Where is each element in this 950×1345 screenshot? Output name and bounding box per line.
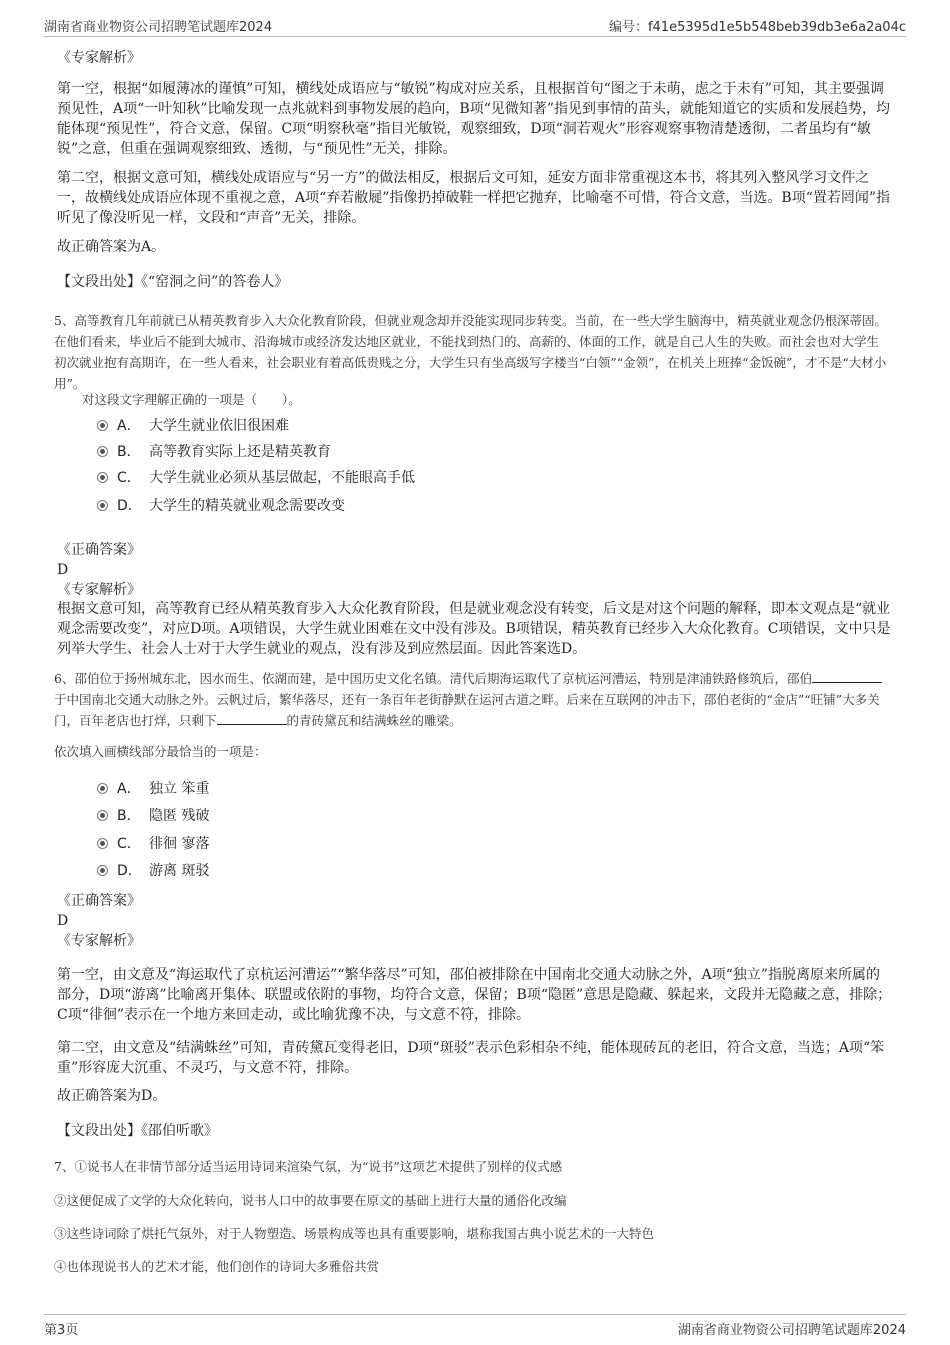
q7-item-3: ③这些诗词除了烘托气氛外，对于人物塑造、场景构成等也具有重要影响，堪称我国古典小说艺术的一大特色 [54, 1226, 655, 1241]
header-title: 湖南省商业物资公司招聘笔试题库2024 [44, 20, 273, 35]
page-number: 第3页 [44, 1323, 79, 1338]
radio-icon[interactable] [97, 783, 108, 794]
q4-analysis-p2: 第二空，根据文意可知，横线处成语应与“另一方”的做法相反，根据后文可知，延安方面非常重视这本书，将其列入整风学习文件之一，故横线处成语应体现不重视之意，A项“弃若敝屣”指像扔掉破鞋一样把它抛弃，比喻毫不可惜，符合文意，当选。B项“置若罔闻”指听见了像没听见一样，文段和“声音”无关，排除。 [57, 170, 891, 226]
q7-item-1: 7、①说书人在非情节部分适当运用诗词来渲染气氛，为“说书”这项艺术提供了别样的仪式感 [54, 1159, 563, 1174]
q5-answer: D [57, 562, 69, 578]
q4-source: 【文段出处】《“窑洞之问”的答卷人》 [57, 274, 289, 290]
radio-icon[interactable] [97, 838, 108, 849]
q6-expert-label: 《专家解析》 [57, 933, 141, 949]
radio-icon[interactable] [97, 865, 108, 876]
header-doc-id: 编号：f41e5395d1e5b548beb39db3e6a2a04c [608, 20, 906, 35]
q6-answer-line: 故正确答案为D。 [57, 1088, 167, 1104]
q7-item-2: ②这便促成了文学的大众化转向，说书人口中的故事要在原文的基础上进行大量的通俗化改编 [54, 1193, 567, 1208]
q5-stem: 5、高等教育几年前就已从精英教育步入大众化教育阶段，但就业观念却并没能实现同步转变。当前，在一些大学生脑海中，精英就业观念仍根深蒂固。在他们看来，毕业后不能到大城市、沿海城市或经济发达地区就业，不能找到热门的、高薪的、体面的工作，就是自己人生的失败。而社会也对大学生初次就业抱有高期许，在一些人看来，社会职业有着高低贵贱之分，大学生只有坐高级写字楼当“白领”“金领”，在机关上班捧“金饭碗”，才不是“大材小用”。 [54, 313, 887, 391]
q7-item-4: ④也体现说书人的艺术才能，他们创作的诗词大多雅俗共赏 [54, 1259, 380, 1274]
q6-source: 【文段出处】《邵伯听歌》 [57, 1123, 218, 1139]
q4-analysis-p1: 第一空，根据“如履薄冰的谨慎”可知，横线处成语应与“敏锐”构成对应关系，且根据首句“图之于未萌，虑之于未有”可知，其主要强调预见性，A项“一叶知秋”比喻发现一点兆就料到事物发展的趋向，B项“见微知著”指见到事情的苗头，就能知道它的实质和发展趋势，均能体现“预见性”，符合文意，保留。C项“明察秋毫”指目光敏锐，观察细致，D项“洞若观火”形容观察事物清楚透彻，二者虽均有“敏锐”之意，但重在强调观察细致、透彻，与“预见性”无关，排除。 [57, 81, 891, 157]
q6-answer: D [57, 913, 69, 929]
q4-answer-line: 故正确答案为A。 [57, 239, 166, 255]
q5-question: 对这段文字理解正确的一项是（ ）。 [82, 392, 301, 407]
q6-stem: 6、邵伯位于扬州城东北，因水而生、依湖而建，是中国历史文化名镇。清代后期海运取代了京杭运河漕运，特别是津浦铁路修筑后，邵伯于中国南北交通大动脉之外。云帆过后，繁华落尽，还有一条百年老街静默在运河古道之畔。后来在互联网的冲击下，邵伯老街的“金店”“旺铺”大多关门，百年老店也打烊，只剩下 的青砖黛瓦和结满蛛丝的雕梁。 [54, 668, 890, 731]
q6-answer-label: 《正确答案》 [57, 893, 141, 909]
q4-expert-label: 《专家解析》 [57, 50, 141, 66]
radio-icon[interactable] [97, 446, 108, 457]
q5-analysis: 根据文意可知，高等教育已经从精英教育步入大众化教育阶段，但是就业观念没有转变，后文是对这个问题的解释，即本文观点是“就业观念需要改变”，对应D项。A项错误，大学生就业困难在文中没有涉及。B项错误，精英教育已经步入大众化教育。C项错误，文中只是列举大学生、社会人士对于大学生就业的观点，没有涉及到应然层面。因此答案选D。 [57, 601, 891, 657]
page-header [44, 14, 906, 37]
q6-analysis-p1: 第一空，由文意及“海运取代了京杭运河漕运”“繁华落尽”可知，邵伯被排除在中国南北交通大动脉之外，A项“独立”指脱离原来所属的部分，D项“游离”比喻离开集体、联盟或依附的事物，均符合文意，保留；B项“隐匿”意思是隐藏、躲起来，文段并无隐藏之意，排除；C项“徘徊”表示在一个地方来回走动，或比喻犹豫不决，与文意不符，排除。 [57, 967, 892, 1023]
q5-answer-label: 《正确答案》 [57, 542, 141, 558]
q6-question: 依次填入画横线部分最恰当的一项是： [54, 744, 267, 759]
blank-2[interactable] [217, 712, 287, 725]
radio-icon[interactable] [97, 420, 108, 431]
q5-expert-label: 《专家解析》 [57, 582, 141, 598]
q6-analysis-p2: 第二空，由文意及“结满蛛丝”可知，青砖黛瓦变得老旧，D项“斑驳”表示色彩相杂不纯，能体现砖瓦的老旧，符合文意，当选；A项“笨重”形容庞大沉重、不灵巧，与文意不符，排除。 [57, 1040, 885, 1076]
radio-icon[interactable] [97, 472, 108, 483]
footer-title: 湖南省商业物资公司招聘笔试题库2024 [677, 1323, 906, 1338]
radio-icon[interactable] [97, 500, 108, 511]
radio-icon[interactable] [97, 810, 108, 821]
blank-1[interactable] [812, 670, 882, 683]
page-footer [44, 1314, 906, 1339]
